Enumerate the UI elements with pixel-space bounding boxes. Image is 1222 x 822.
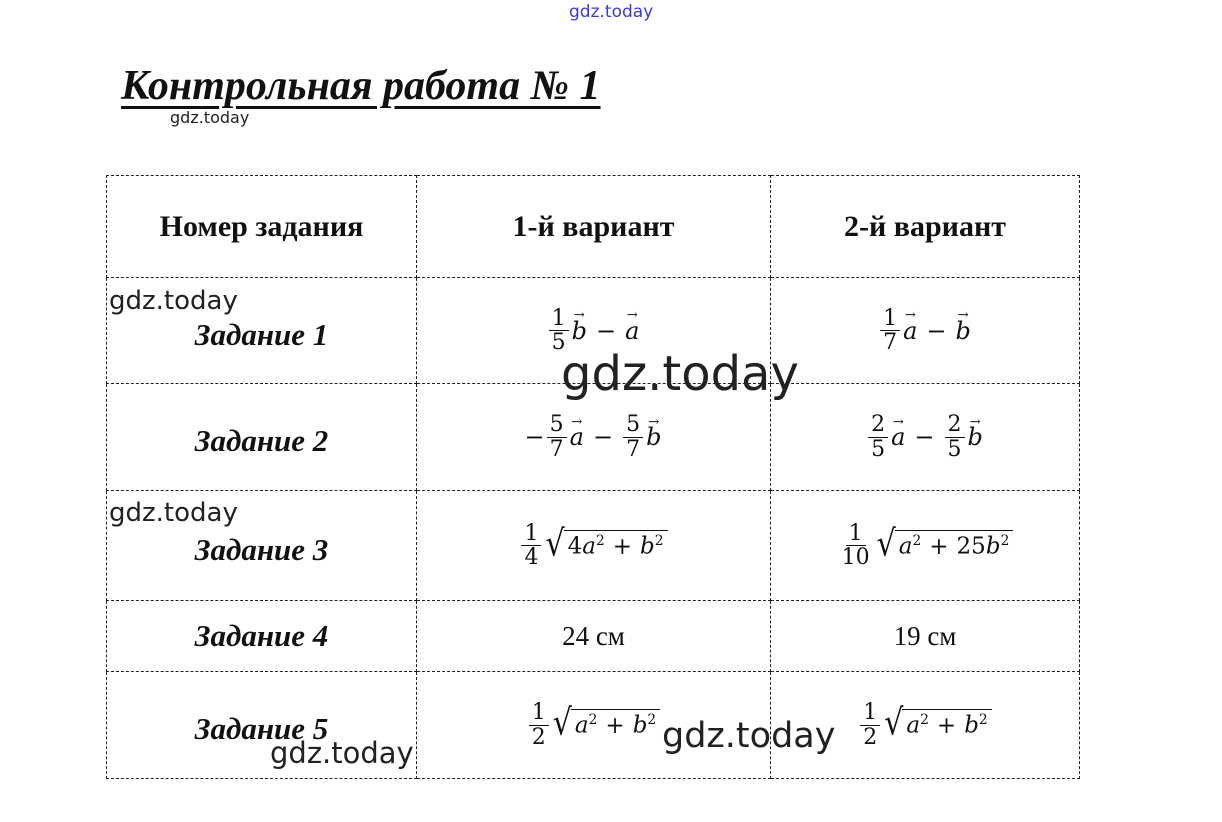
task-cell (107, 384, 417, 491)
fraction: $\frac{1}{7}$ (880, 307, 900, 354)
answer-formula: $\frac{1}{7}$ → a − → b (878, 307, 972, 354)
fraction: $\frac{2}{5}$ (868, 413, 888, 460)
square-root: √ $4a^2 + b^2$ (545, 530, 667, 561)
answer-value: 24 см (562, 620, 625, 651)
variant-1-cell (417, 601, 771, 672)
variant-2-cell (771, 384, 1080, 491)
square-root: √ $a^2 + b^2$ (884, 709, 991, 740)
vector-symbol: → a (625, 317, 639, 345)
header-variant-1: 1-й вариант (417, 176, 771, 278)
vector-symbol: → b (956, 317, 971, 345)
fraction: $\frac{1}{10}$ (841, 520, 870, 570)
square-root: √ $a^2 + 25b^2$ (877, 530, 1014, 561)
vector-symbol: → b (968, 423, 983, 451)
task-cell (107, 601, 417, 672)
square-root: √ $a^2 + b^2$ (553, 709, 660, 740)
fraction: $\frac{1}{2}$ (860, 701, 880, 748)
answer-value: 19 см (893, 620, 957, 651)
table-header-row (107, 176, 1080, 278)
fraction: $\frac{1}{4}$ (521, 522, 541, 569)
watermark-top: gdz.today (569, 2, 654, 22)
vector-symbol: → a (570, 423, 584, 451)
watermark-row1: gdz.today (109, 286, 238, 316)
answer-formula: $\frac{2}{5}$ → a − $\frac{2}{5}$ → b (866, 413, 984, 460)
header-variant-2: 2-й вариант (771, 176, 1080, 278)
variant-1-cell (417, 491, 771, 601)
answer-formula (837, 522, 1014, 569)
answer-formula: − $\frac{5}{7}$ → a − $\frac{5}{7}$ → b (525, 413, 663, 460)
watermark-row5-right: gdz.today (662, 716, 836, 756)
watermark-center: gdz.today (561, 346, 799, 402)
vector-symbol: → b (572, 317, 587, 345)
watermark-row3: gdz.today (109, 498, 238, 528)
task-label: Задание 1 (194, 316, 329, 352)
answers-table (106, 175, 1080, 779)
table-row (107, 601, 1080, 672)
answer-formula (858, 701, 991, 748)
task-label: Задание 2 (194, 423, 329, 458)
answer-formula (519, 522, 667, 569)
fraction: $\frac{1}{2}$ (529, 701, 549, 748)
watermark-under-title: gdz.today (170, 108, 250, 127)
fraction: $\frac{5}{7}$ (623, 413, 643, 460)
vector-symbol: → a (891, 423, 905, 451)
fraction: $\frac{2}{5}$ (945, 413, 965, 460)
task-label: Задание 3 (194, 531, 329, 567)
variant-2-cell (771, 491, 1080, 601)
variant-2-cell (771, 278, 1080, 384)
task-label: Задание 4 (194, 618, 329, 653)
variant-2-cell (771, 601, 1080, 672)
task-label: Задание 5 (194, 711, 329, 746)
vector-symbol: → a (903, 317, 917, 345)
answer-formula: $\frac{1}{5}$ → b − → a (547, 307, 641, 354)
header-task-number: Номер задания (107, 176, 417, 278)
answer-formula (527, 701, 660, 748)
watermark-row5-left: gdz.today (270, 736, 414, 770)
table-row (107, 672, 1080, 779)
fraction: $\frac{1}{5}$ (549, 307, 569, 354)
page-title: Контрольная работа № 1 (121, 63, 601, 109)
table-row (107, 491, 1080, 601)
vector-symbol: → b (646, 423, 661, 451)
fraction: $\frac{5}{7}$ (547, 413, 567, 460)
